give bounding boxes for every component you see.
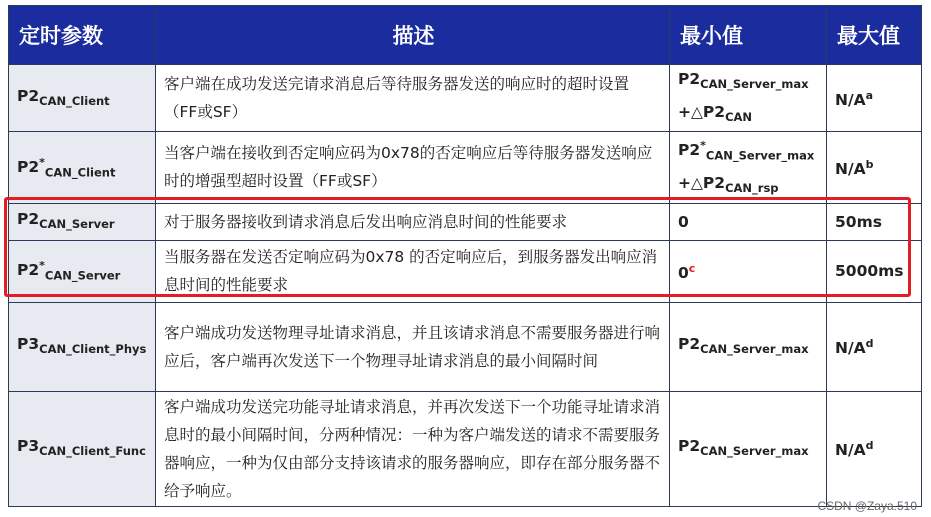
min-value-main: P2 (678, 70, 701, 88)
min-value-main: P2 (678, 141, 701, 160)
description-cell: 对于服务器接收到请求消息后发出响应消息时间的性能要求 (156, 203, 670, 240)
param-subscript: CAN_Client_Func (39, 444, 146, 459)
min-value-main: P2 (678, 334, 701, 353)
max-footnote-ref: d (865, 337, 874, 351)
param-cell (9, 240, 156, 302)
max-value-cell (827, 240, 922, 302)
max-value: 5000ms (835, 262, 904, 281)
max-footnote-ref: a (865, 89, 874, 103)
min-value-delta: +△P2 (678, 103, 726, 122)
timing-parameters-table (8, 5, 922, 507)
min-value-cell (670, 391, 827, 506)
min-value-subscript: CAN_Server_max (705, 148, 815, 163)
max-value-cell (827, 132, 922, 203)
max-value-cell (827, 391, 922, 506)
min-value-cell (670, 203, 827, 240)
watermark: CSDN @Zaya.510 (817, 499, 917, 513)
param-main: P2 (17, 157, 40, 176)
table-row-highlighted (9, 203, 922, 240)
max-value: N/A (835, 339, 866, 358)
min-value: 0 (678, 212, 689, 231)
param-cell (9, 65, 156, 132)
param-star: * (39, 259, 45, 273)
min-value-delta-subscript: CAN (725, 110, 753, 125)
description-cell: 当客户端在接收到否定响应码为0x78的否定响应后等待服务器发送响应时的增强型超时设置（FF或SF） (156, 132, 670, 203)
param-cell (9, 203, 156, 240)
min-value-cell (670, 240, 827, 302)
header-timing-parameter: 定时参数 (9, 6, 156, 65)
header-min-value: 最小值 (670, 6, 827, 65)
max-value-cell (827, 203, 922, 240)
max-value: N/A (835, 441, 866, 460)
table-row (9, 391, 922, 506)
description-cell: 客户端成功发送完功能寻址请求消息，并再次发送下一个功能寻址请求消息时的最小间隔时间，分两种情况：一种为客户端发送的请求不需要服务器响应，一种为仅由部分支持该请求的服务器响应，即存在部分服务器不给予响应。 (156, 391, 670, 506)
max-value-cell (827, 302, 922, 391)
description-cell: 客户端在成功发送完请求消息后等待服务器发送的响应时的超时设置（FF或SF） (156, 65, 670, 132)
param-subscript: CAN_Client (39, 93, 110, 108)
param-cell (9, 132, 156, 203)
param-subscript: CAN_Server (44, 268, 121, 283)
min-footnote-ref: c (688, 261, 696, 275)
min-value-subscript: CAN_Server_max (700, 77, 809, 92)
min-value-subscript: CAN_Server_max (700, 342, 809, 357)
param-subscript: CAN_Client_Phys (39, 342, 147, 357)
param-cell (9, 302, 156, 391)
param-cell (9, 391, 156, 506)
header-description: 描述 (156, 6, 670, 65)
max-value: N/A (835, 91, 866, 110)
timing-table-container (8, 5, 922, 507)
param-star: * (39, 155, 45, 169)
min-value-delta-subscript: CAN_rsp (725, 181, 779, 196)
description-cell: 当服务器在发送否定响应码为0x78 的否定响应后，到服务器发出响应消息时间的性能要求 (156, 240, 670, 302)
param-main: P2 (17, 86, 40, 105)
min-value: 0 (678, 264, 689, 283)
table-row (9, 132, 922, 203)
description-cell: 客户端成功发送物理寻址请求消息，并且该请求消息不需要服务器进行响应后，客户端再次发送下一个物理寻址请求消息的最小间隔时间 (156, 302, 670, 391)
min-value-cell (670, 65, 827, 132)
param-subscript: CAN_Client (44, 164, 116, 179)
table-header-row (9, 6, 922, 65)
min-value-main: P2 (678, 436, 701, 455)
min-value-delta: +△P2 (678, 174, 726, 193)
param-main: P2 (17, 209, 40, 228)
max-value-cell (827, 65, 922, 132)
header-max-value: 最大值 (827, 6, 922, 65)
max-footnote-ref: d (865, 439, 874, 453)
table-row (9, 65, 922, 132)
min-value-star: * (700, 139, 706, 153)
min-value-cell (670, 132, 827, 203)
max-value: 50ms (835, 212, 882, 231)
max-value: N/A (835, 160, 866, 179)
min-value-subscript: CAN_Server_max (700, 444, 809, 459)
param-subscript: CAN_Server (39, 217, 115, 232)
max-footnote-ref: b (865, 158, 874, 172)
table-row-highlighted (9, 240, 922, 302)
param-main: P3 (17, 436, 40, 455)
param-main: P2 (17, 261, 40, 280)
table-row (9, 302, 922, 391)
min-value-cell (670, 302, 827, 391)
param-main: P3 (17, 334, 40, 353)
